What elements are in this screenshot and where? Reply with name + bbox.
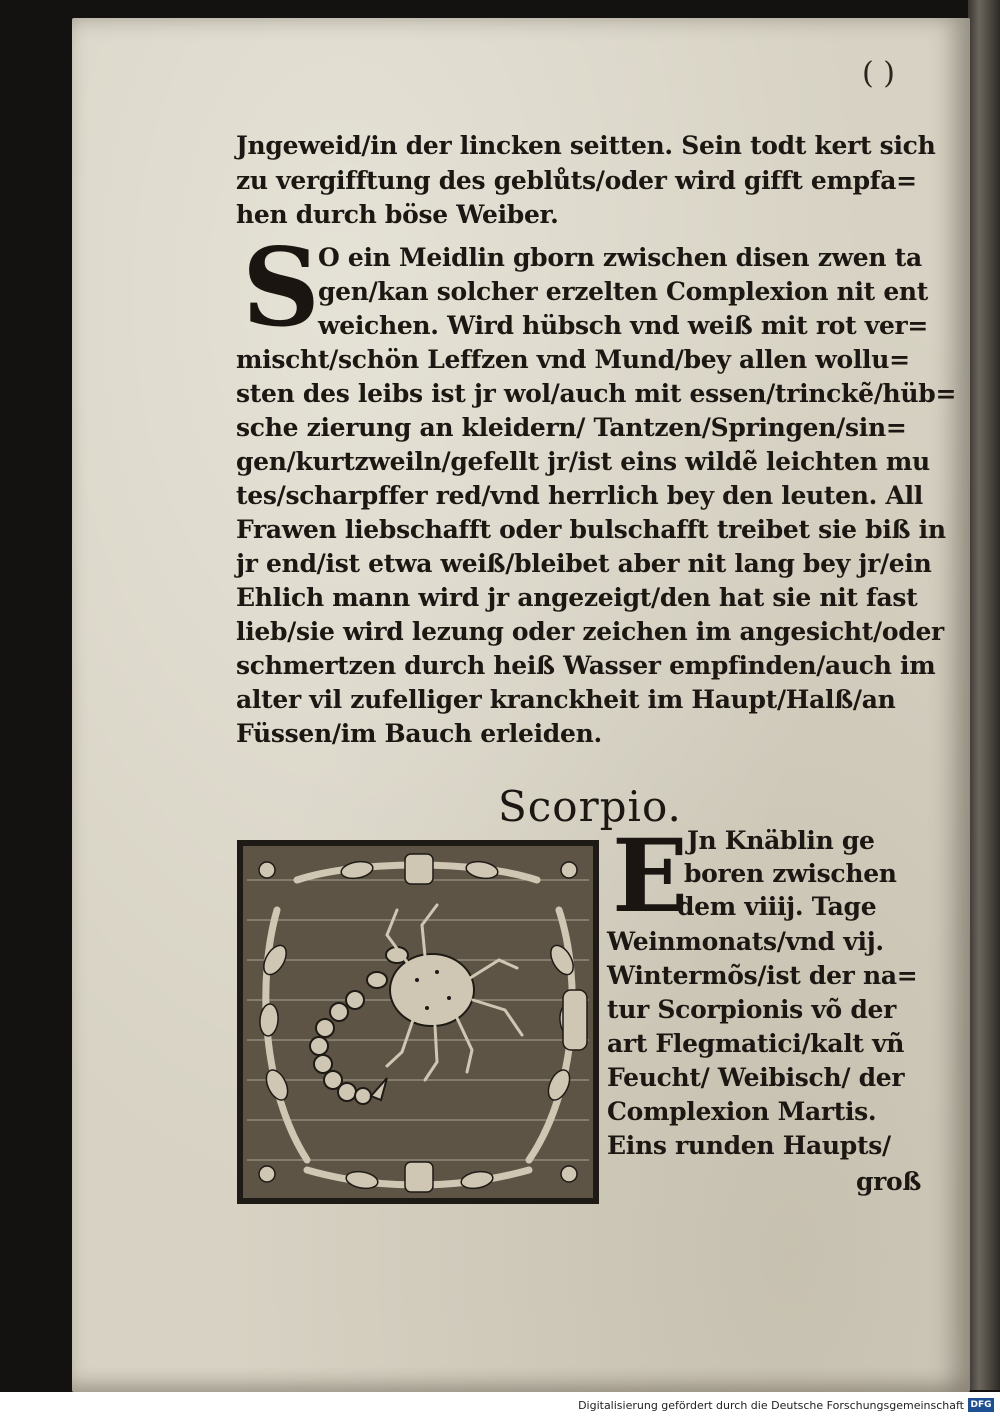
paragraph-line: Füssen/im Bauch erleiden.: [236, 719, 602, 748]
side-drop-cap-initial: E: [612, 817, 689, 935]
side-text-line: dem viiij. Tage: [677, 892, 877, 921]
side-text-line: Feucht/ Weibisch/ der: [607, 1063, 905, 1092]
side-text-line: groß: [856, 1167, 922, 1196]
paragraph-line: jr end/ist etwa weiß/bleibet aber nit lang bey jr/ein: [236, 549, 932, 578]
side-text-line: Jn Knäblin ge: [687, 826, 875, 855]
book-page: [72, 18, 970, 1392]
paragraph-line: Ehlich mann wird jr angezeigt/den hat sie nit fast: [236, 583, 918, 612]
paragraph-line: tes/scharpffer red/vnd herrlich bey den leuten. All: [236, 481, 923, 510]
paragraph-line: gen/kurtzweiln/gefellt jr/ist eins wildẽ leichten mu: [236, 447, 930, 476]
text-line: Jngeweid/in der lincken seitten. Sein todt kert sich: [236, 131, 936, 160]
side-text-line: Eins runden Haupts/: [607, 1131, 891, 1160]
book-edge: [968, 0, 1000, 1390]
footer-bar: [0, 1392, 1000, 1419]
dfg-logo-icon: DFG: [968, 1398, 994, 1412]
paragraph-line: mischt/schön Leffzen vnd Mund/bey allen wollu=: [236, 345, 910, 374]
paragraph-line: schmertzen durch heiß Wasser empfinden/auch im: [236, 651, 936, 680]
funding-credit: Digitalisierung gefördert durch die Deutsche Forschungsgemeinschaft: [578, 1399, 964, 1412]
scorpion-woodcut: [237, 840, 599, 1204]
paragraph-line: weichen. Wird hübsch vnd weiß mit rot ver=: [318, 311, 929, 340]
paragraph-line: sten des leibs ist jr wol/auch mit essen/trinckẽ/hüb=: [236, 379, 957, 408]
section-heading: Scorpio.: [498, 782, 682, 831]
side-text-line: Wintermõs/ist der na=: [607, 961, 918, 990]
side-text-line: art Flegmatici/kalt vñ: [607, 1029, 905, 1058]
paragraph-line: sche zierung an kleidern/ Tantzen/Springen/sin=: [236, 413, 907, 442]
paragraph-line: O ein Meidlin gborn zwischen disen zwen ta: [318, 243, 922, 272]
side-text-line: tur Scorpionis võ der: [607, 995, 896, 1024]
paragraph-line: alter vil zufelliger kranckheit im Haupt/Halß/an: [236, 685, 896, 714]
side-text-line: boren zwischen: [684, 859, 897, 888]
side-text-line: Complexion Martis.: [607, 1097, 877, 1126]
paragraph-line: gen/kan solcher erzelten Complexion nit ent: [318, 277, 929, 306]
drop-cap-initial: S: [242, 225, 320, 351]
folio-mark: ( ): [862, 56, 895, 91]
text-line: zu vergifftung des geblůts/oder wird gifft empfa=: [236, 166, 917, 195]
paragraph-line: Frawen liebschafft oder bulschafft treibet sie biß in: [236, 515, 946, 544]
paragraph-line: lieb/sie wird lezung oder zeichen im angesicht/oder: [236, 617, 944, 646]
side-text-line: Weinmonats/vnd vij.: [607, 927, 884, 956]
text-line: hen durch böse Weiber.: [236, 200, 559, 229]
